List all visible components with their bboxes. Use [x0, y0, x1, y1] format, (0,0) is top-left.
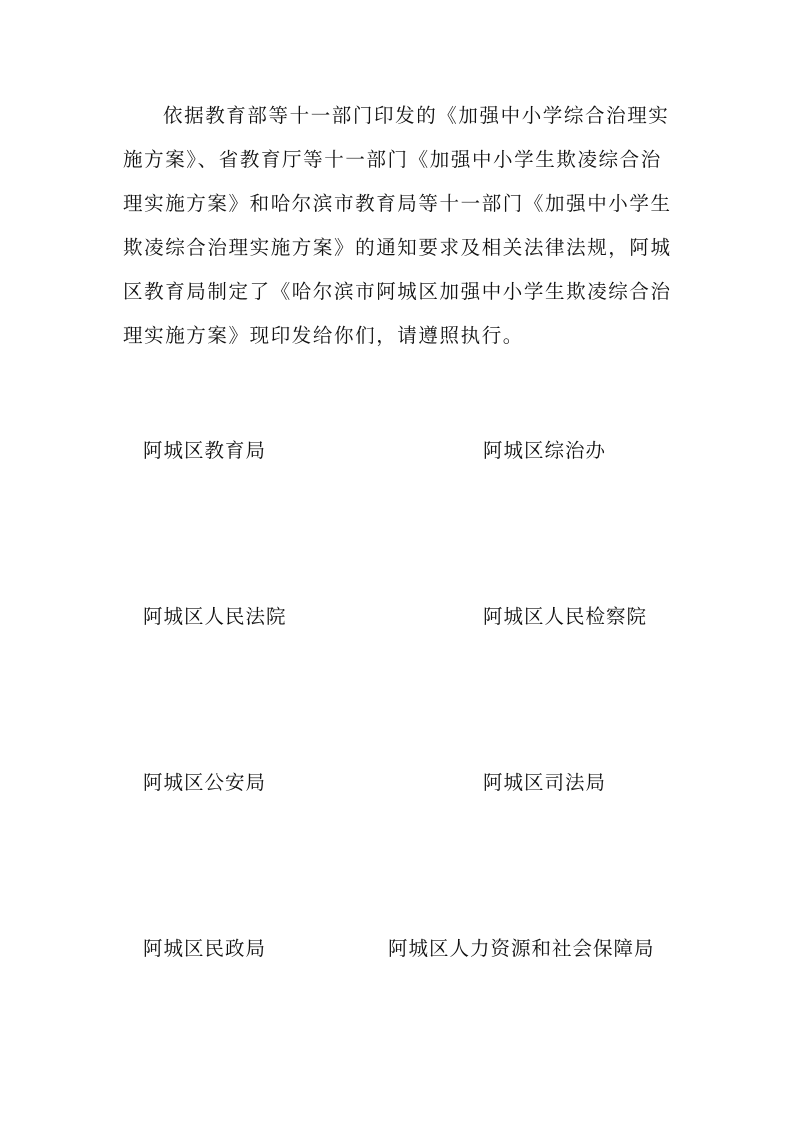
body-line-6: 理实施方案》现印发给你们，请遵照执行。	[123, 324, 524, 347]
signatory-human-resources-social-security-bureau: 阿城区人力资源和社会保障局	[388, 937, 655, 960]
body-line-5: 区教育局制定了《哈尔滨市阿城区加强中小学生欺凌综合治	[123, 280, 672, 303]
body-line-1: 依据教育部等十一部门印发的《加强中小学综合治理实	[163, 104, 670, 127]
signatory-peoples-court: 阿城区人民法院	[143, 605, 287, 628]
signatory-justice-bureau: 阿城区司法局	[483, 771, 607, 794]
body-line-3: 理实施方案》和哈尔滨市教育局等十一部门《加强中小学生	[123, 192, 672, 215]
signatory-peoples-procuratorate: 阿城区人民检察院	[483, 605, 648, 628]
signatory-civil-affairs-bureau: 阿城区民政局	[143, 937, 267, 960]
body-line-4: 欺凌综合治理实施方案》的通知要求及相关法律法规，阿城	[123, 236, 672, 259]
signatory-education-bureau: 阿城区教育局	[143, 439, 267, 462]
signatory-comprehensive-governance-office: 阿城区综治办	[483, 439, 607, 462]
body-line-2: 施方案》、省教育厅等十一部门《加强中小学生欺凌综合治	[123, 148, 662, 171]
signatory-public-security-bureau: 阿城区公安局	[143, 771, 267, 794]
